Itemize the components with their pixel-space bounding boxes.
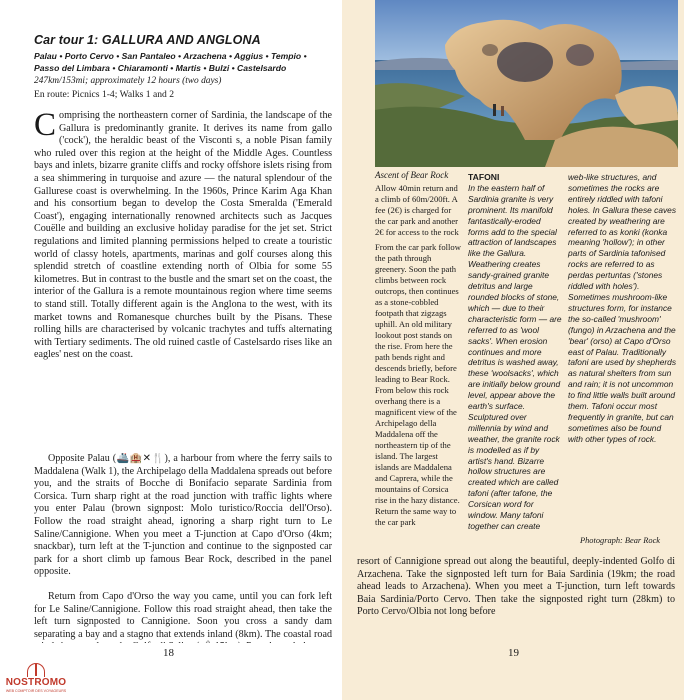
ascent-directions: From the car park follow the path through greenery. Soon the path climbs between rock outcrops, then continues as a stone-cobbled footpath that zigzags uphill. An old military lookout post stands on the rise. From here the path bends right and descends briefly, before leading to Bear Rock. From below this rock overhang there is a magnificent view of the Archipelago della Maddalena off the northeastern tip of the island. The largest islands are Maddalena and Caprera, while the mountains of Corsica rise in the hazy distance. Return the same way to the car park [375,242,461,527]
logo-text: NOSTROMO [5,677,67,688]
tour-title: Car tour 1: GALLURA AND ANGLONA [34,33,261,47]
tafoni-column-2 [568,172,678,445]
logo-tagline: WEB COMPTOIR DES VOYAGEURS [5,689,67,693]
right-page [342,0,684,700]
tour-places: Palau • Porto Cervo • San Pantaleo • Arzachena • Aggius • Tempio • Passo del Limbara • Chiaramonti • Martis • Bulzi • Castelsardo [34,51,307,73]
palau-paragraph: Opposite Palau (🚢🏨✕🍴), a harbour from where the ferry sails to Maddalena (Walk 1), the Archipelago della Maddalena spreads out before you, and the straits of Bocche di Bonifacio separate Sardinia from Corsica. Turn sharp right at the road junction with traffic lights where you enter Palau (brown signpost: Molo turistico/Roccia dell'Orso). Follow the road straight ahead, ignoring a sharp right turn to Le Saline/Cannigione. When you meet a T-junction at Capo d'Orso (4km; snackbar), turn left at the T-junction and continue to the signposted car park for a short climb up famous Bear Rock, described in the panel opposite. [34,453,332,578]
ascent-sidebar [375,183,463,532]
nostromo-logo [4,663,68,697]
tafoni-heading: TAFONI [468,172,500,182]
drop-cap: C [34,110,57,143]
return-paragraph: Return from Capo d'Orso the way you came, until you can fork left for Le Saline/Cannigione. Follow this road straight ahead, then take the left turn signposted to Cannigione. Soon you cross a sandy dam separating a bay and a stagno that extends inland (8km). The coastal road [34,591,332,640]
tour-distance: 247km/153mi; approximately 12 hours (two days) [34,76,222,86]
bear-rock-photo [375,0,678,167]
tour-en-route: En route: Picnics 1-4; Walks 1 and 2 [34,89,175,100]
continuation-paragraph: resort of Cannigione spread out along the beautiful, deeply-indented Golfo di Arzachena. Take the signposted left turn for Baia Sardinia (19km; the road ahead leads to Arzachena). When you meet a T-junction, turn left towards Baia Sardinia/Porto Cervo. Then take the signposted right turn (28km) to Porto Cervo/Olbia not long before [357,556,675,618]
tafoni-text-2: web-like structures, and sometimes the rocks are entirely riddled with tafoni holes. In Gallura these caves created by weathering are referred to as konki (konka meaning 'hollow'); in other parts of Sardinia tafonised rocks are referred to as perdas pertuntas ('stones riddled with holes'). Sometimes mushroom-like structures form, for instance the so-called 'mushroom' (fungo) in Arzachena and the 'bear' (orso) at Capo d'Orso east of Palau. Traditionally tafoni are used by shepherds as natural shelters from sun and rain; it is not uncommon to find little walls built around them. Tafoni occur most frequently in granite, but can sometimes also be found with other types of rock. [568,172,677,444]
intro-paragraph [34,110,332,446]
ascent-info: Allow 40min return and a climb of 60m/200ft. A fee (2€) is charged for the car park and another 2€ for access to the rock [375,183,459,237]
tafoni-column-1 [468,172,562,532]
page-number-left: 18 [163,647,174,659]
tafoni-text-1: In the eastern half of Sardinia granite is very prominent. Its manifold fantastically-eroded forms add to the special attraction of landscapes like the Gallura. Weathering creates sandy-grained granite detritus and large rounded blocks of stone, which — due to their characteristic form — are referred to as 'wool sacks'. When erosion continues and more detritus is washed away, these 'woolsacks', which are initially below ground level, appear above the earth's surface. Sculptured over millennia by wind and weather, the granite rock is modelled as if by artist's hand. Bizarre hollow structures are created which are called tafoni (after tafone, the Corsican word for window. Many tafoni together can create [468,182,562,531]
globe-icon [27,663,45,677]
intro-text: omprising the northeastern corner of Sardinia, the landscape of the Gallura is predominantly granite. It derives its name from gallo ('cock'), the heraldic beast of the Visconti s, a noble Pisan family who ruled over this region at the height of the Middle Ages. Countless bays and inlets, bizarre granite cliffs and rocky offshore islets rising from a sea shimmering in turquoise and azure — the natural splendour of the Gallurese coast is overwhelming. In the 1960s, Prince Karim Aga Khan and his consortium began to develop the Costa Smeralda ('Emerald Coast'), engaging internationally renowned architects such as Jacques Couëlle and building an exclusive holiday paradise for the jet set. Strict regulations and limited planning permissions helped to create a touristic world of classy hotels, apartments, marinas and golf courses along this splendid stretch of coastline extending north of Olbia for some 55 kilometres. But in contrast to the bustle and the smart set on the coast, the interior of the Gallura is a remote mountainous region where time seems to stand still. Totally different again is the Anglona to the west, with its market towns and Romanesque churches built by the Pisans. These rolling hills are characterised by volcanic trachytes and tuffs alternating with Tertiary sediments. The old ruined castle of Castelsardo rises like an eagles' nest on the coast. [34,110,332,361]
photo-caption: Ascent of Bear Rock [375,170,449,180]
photo-credit: Photograph: Bear Rock [580,536,661,545]
page-number-right: 19 [508,647,519,659]
